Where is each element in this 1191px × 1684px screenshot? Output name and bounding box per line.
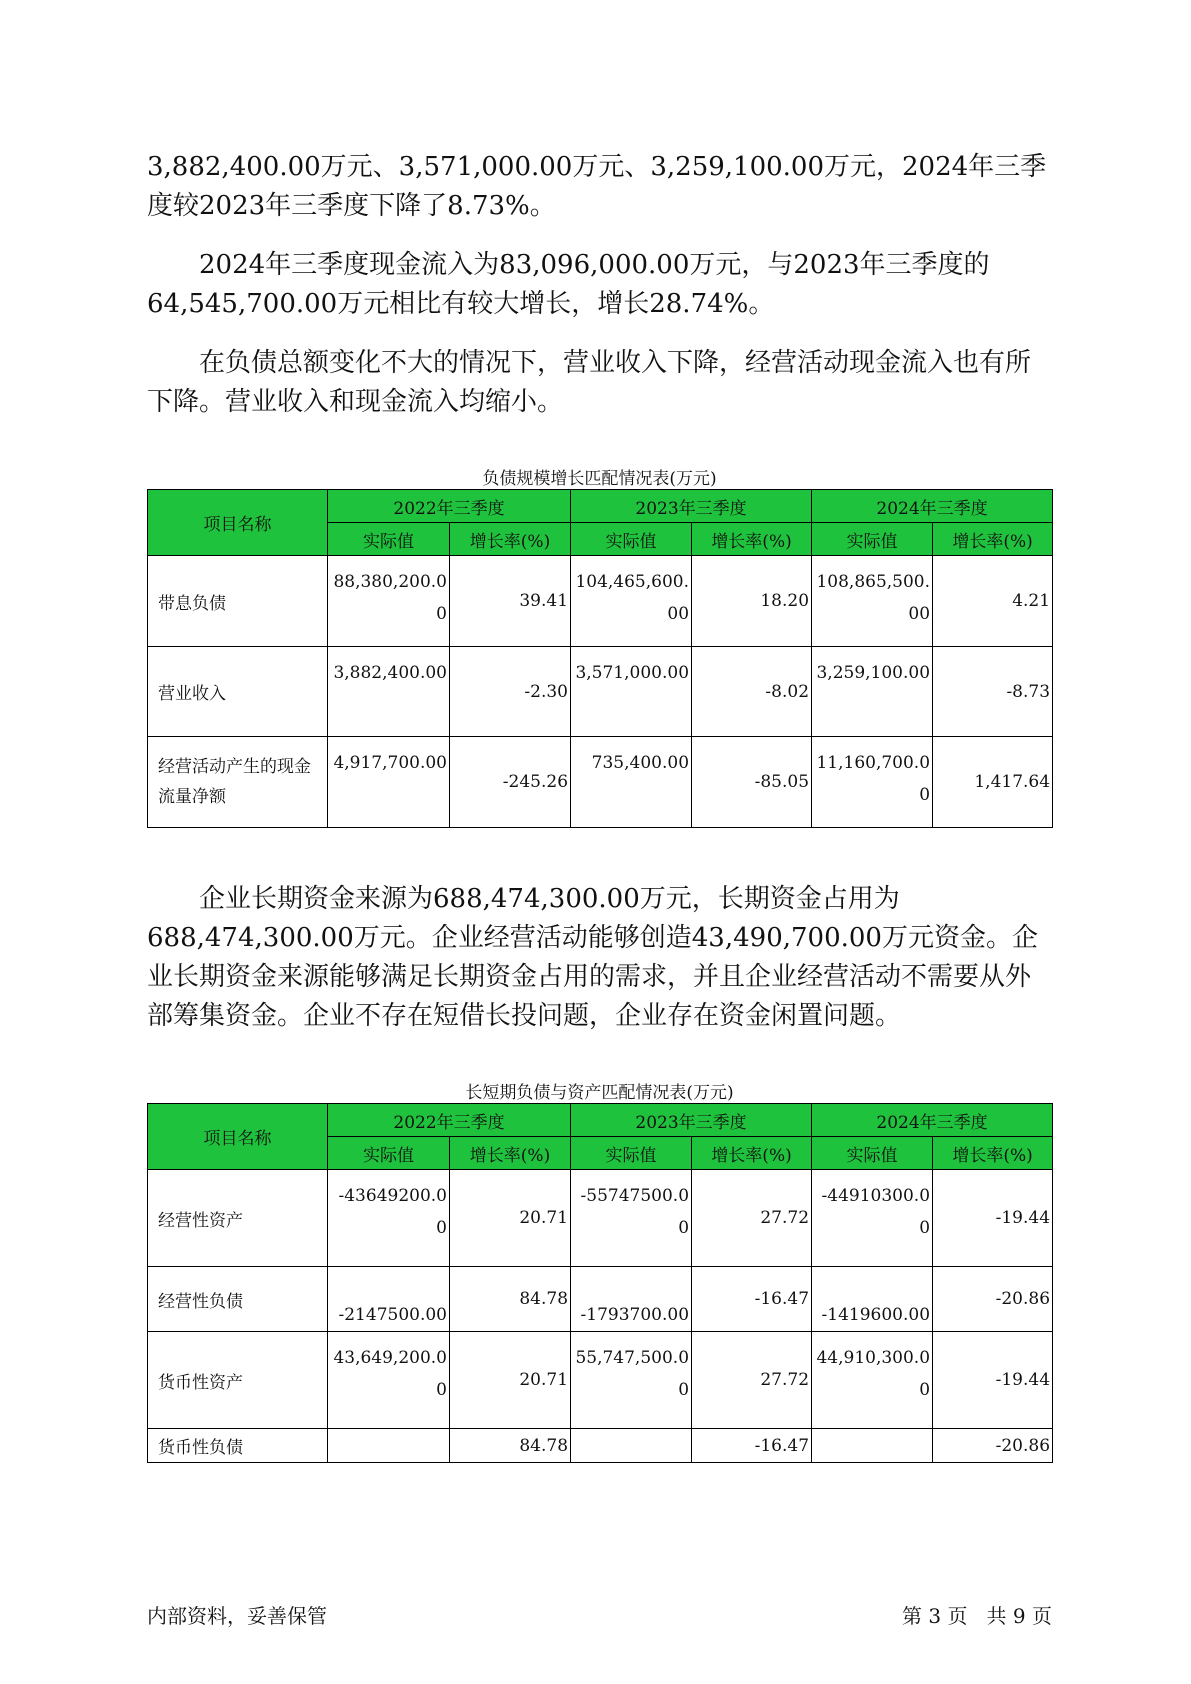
header-item-name: 项目名称 xyxy=(148,1104,328,1170)
header-period-2024: 2024年三季度 xyxy=(812,1104,1053,1137)
header-actual: 实际值 xyxy=(328,1137,450,1170)
cell-actual: -44910300.00 xyxy=(812,1170,933,1267)
debt-growth-table xyxy=(147,489,1053,828)
cell-actual: 3,882,400.00 xyxy=(328,647,450,737)
header-rate: 增长率(%) xyxy=(692,1137,812,1170)
cell-rate: -20.86 xyxy=(933,1267,1053,1332)
cell-rate: -19.44 xyxy=(933,1332,1053,1429)
row-name: 货币性资产 xyxy=(148,1332,328,1429)
footer-page-number: 第 3 页 共 9 页 xyxy=(902,1604,1052,1628)
header-actual: 实际值 xyxy=(812,1137,933,1170)
cell-actual: -2147500.00 xyxy=(328,1267,450,1332)
cell-rate: 84.78 xyxy=(450,1267,571,1332)
cell-rate: 20.71 xyxy=(450,1170,571,1267)
paragraph-3: 在负债总额变化不大的情况下，营业收入下降，经营活动现金流入也有所下降。营业收入和现金流入均缩小。 xyxy=(147,348,1032,417)
cell-actual: -1419600.00 xyxy=(812,1267,933,1332)
cell-actual: -43649200.00 xyxy=(328,1170,450,1267)
cell-rate: -2.30 xyxy=(450,647,571,737)
cell-rate: -20.86 xyxy=(933,1429,1053,1463)
row-name: 经营活动产生的现金流量净额 xyxy=(148,737,328,828)
cell-actual: 55,747,500.00 xyxy=(571,1332,692,1429)
table-row xyxy=(148,647,1053,737)
row-name: 经营性负债 xyxy=(148,1267,328,1332)
row-name: 货币性负债 xyxy=(148,1429,328,1463)
paragraph-2: 2024年三季度现金流入为83,096,000.00万元，与2023年三季度的64,545,700.00万元相比有较大增长，增长28.74%。 xyxy=(147,250,990,319)
cell-rate: 27.72 xyxy=(692,1170,812,1267)
cell-actual: 11,160,700.00 xyxy=(812,737,933,828)
header-period-2024: 2024年三季度 xyxy=(812,490,1053,523)
cell-rate: 27.72 xyxy=(692,1332,812,1429)
header-period-2022: 2022年三季度 xyxy=(328,1104,571,1137)
table-row xyxy=(148,556,1053,647)
paragraph-1: 3,882,400.00万元、3,571,000.00万元、3,259,100.00万元，2024年三季度较2023年三季度下降了8.73%。 xyxy=(147,152,1047,221)
header-item-name: 项目名称 xyxy=(148,490,328,556)
header-actual: 实际值 xyxy=(571,1137,692,1170)
cell-rate: 84.78 xyxy=(450,1429,571,1463)
header-period-2023: 2023年三季度 xyxy=(571,1104,812,1137)
header-period-2022: 2022年三季度 xyxy=(328,490,571,523)
cell-rate: 4.21 xyxy=(933,556,1053,647)
cell-actual: -55747500.00 xyxy=(571,1170,692,1267)
cell-actual xyxy=(328,1429,450,1463)
cell-actual: 43,649,200.00 xyxy=(328,1332,450,1429)
row-name: 经营性资产 xyxy=(148,1170,328,1267)
header-rate: 增长率(%) xyxy=(692,523,812,556)
cell-actual: 4,917,700.00 xyxy=(328,737,450,828)
cell-rate: -8.73 xyxy=(933,647,1053,737)
header-rate: 增长率(%) xyxy=(933,1137,1053,1170)
table-row xyxy=(148,737,1053,828)
row-name: 带息负债 xyxy=(148,556,328,647)
header-actual: 实际值 xyxy=(328,523,450,556)
cell-actual xyxy=(571,1429,692,1463)
table-row xyxy=(148,1170,1053,1267)
cell-actual: 3,571,000.00 xyxy=(571,647,692,737)
cell-rate: -245.26 xyxy=(450,737,571,828)
cell-rate: -19.44 xyxy=(933,1170,1053,1267)
table2-caption: 长短期负债与资产匹配情况表(万元) xyxy=(465,1083,734,1103)
cell-actual: 88,380,200.00 xyxy=(328,556,450,647)
cell-rate: 18.20 xyxy=(692,556,812,647)
paragraph-4: 企业长期资金来源为688,474,300.00万元，长期资金占用为688,474,300.00万元。企业经营活动能够创造43,490,700.00万元资金。企业长期资金来源能够满足长期资金占用的需求，并且企业经营活动不需要从外部筹集资金。企业不存在短借长投问题，企业存在资金闲置问题。 xyxy=(147,884,1038,1031)
cell-actual: 108,865,500.00 xyxy=(812,556,933,647)
header-rate: 增长率(%) xyxy=(450,523,571,556)
cell-actual: 104,465,600.00 xyxy=(571,556,692,647)
header-rate: 增长率(%) xyxy=(933,523,1053,556)
row-name: 营业收入 xyxy=(148,647,328,737)
cell-actual: 44,910,300.00 xyxy=(812,1332,933,1429)
footer-confidential: 内部资料，妥善保管 xyxy=(147,1604,327,1628)
cell-rate: 20.71 xyxy=(450,1332,571,1429)
cell-actual: -1793700.00 xyxy=(571,1267,692,1332)
table-row xyxy=(148,1267,1053,1332)
cell-actual xyxy=(812,1429,933,1463)
table1-caption: 负债规模增长匹配情况表(万元) xyxy=(482,469,717,489)
cell-rate: -85.05 xyxy=(692,737,812,828)
header-period-2023: 2023年三季度 xyxy=(571,490,812,523)
cell-rate: 39.41 xyxy=(450,556,571,647)
cell-rate: -16.47 xyxy=(692,1429,812,1463)
cell-actual: 3,259,100.00 xyxy=(812,647,933,737)
header-actual: 实际值 xyxy=(571,523,692,556)
liability-asset-table xyxy=(147,1103,1053,1463)
cell-rate: -8.02 xyxy=(692,647,812,737)
cell-actual: 735,400.00 xyxy=(571,737,692,828)
table-row xyxy=(148,1332,1053,1429)
table-row xyxy=(148,1429,1053,1463)
cell-rate: -16.47 xyxy=(692,1267,812,1332)
header-rate: 增长率(%) xyxy=(450,1137,571,1170)
header-actual: 实际值 xyxy=(812,523,933,556)
cell-rate: 1,417.64 xyxy=(933,737,1053,828)
